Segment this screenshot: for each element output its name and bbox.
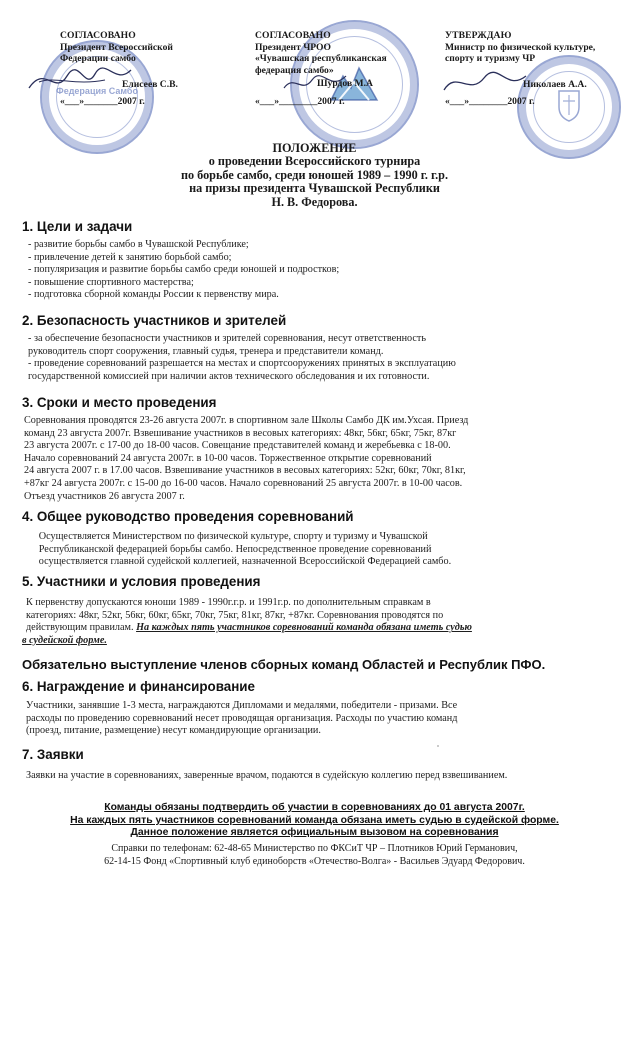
contact-info [0, 843, 629, 868]
text-line: - повышение спортивного мастерства; [28, 276, 194, 288]
contact-line: Справки по телефонам: 62-48-65 Министерство по ФКСиТ ЧР – Плотников Юрий Германович, [111, 843, 518, 854]
contact-line: 62-14-15 Фонд «Спортивный клуб единоборств «Отечество-Волга» - Васильев Эдуард Федорович. [104, 855, 525, 867]
text-line: Заявки на участие в соревнованиях, заверенные врачом, подаются в судейскую коллегию перед взвешиванием. [26, 770, 508, 781]
text-line: категориях: 48кг, 52кг, 56кг, 60кг, 65кг, 70кг, 75кг, 81кг, 87кг, +87кг. Соревнования проводятся по [26, 609, 444, 621]
judge-requirement-emphasis: На каждых пять участников соревнований команда обязана иметь судью [136, 622, 472, 634]
section-heading-applications: 7. Заявки [22, 747, 84, 762]
approval-organization: «Чувашская республиканская [255, 53, 387, 64]
text-line: Осуществляется Министерством по физической культуре, спорту и туризму и Чувашской [26, 531, 428, 542]
approval-block-federation [60, 30, 240, 108]
document-title [0, 142, 629, 209]
approval-date: «___»________2007 г. [445, 96, 535, 107]
section-body-goals [28, 239, 618, 302]
text-fragment: действующим правилам. [26, 622, 134, 634]
text-line: - развитие борьбы самбо в Чувашской Республике; [28, 239, 249, 250]
approval-header [0, 30, 629, 126]
text-line: руководитель спорт сооружения, главный судья, тренера и представители команд. [28, 345, 384, 357]
notice-line: Данное положение является официальным вызовом на соревнования [130, 827, 499, 839]
stamp-text: Федерация Самбо [56, 86, 138, 96]
approval-position: Президент Всероссийской [60, 41, 173, 53]
text-line: команд 23 августа 2007г. Взвешивание участников в весовых категориях: 48кг, 56кг, 65кг, 75кг, 87кг [24, 427, 457, 439]
bottom-notices [0, 802, 629, 840]
section-heading-goals: 1. Цели и задачи [22, 219, 133, 234]
approval-organization: спорту и туризму ЧР [445, 53, 536, 64]
approval-signature-name: Елисеев С.В. [122, 78, 178, 90]
text-line: - привлечение детей к занятию борьбой самбо; [28, 251, 232, 263]
text-line: 23 августа 2007г. с 17-00 до 18-00 часов. Совещание представителей команд и жеребьевка с 18-00. [24, 440, 451, 452]
approval-signature-name: Николаев А.А. [523, 78, 587, 90]
approval-block-chroo [255, 30, 435, 107]
section-body-applications [26, 770, 616, 783]
mandatory-participation-line: Обязательно выступление членов сборных команд Областей и Республик ПФО. [22, 657, 546, 672]
text-line: К первенству допускаются юноши 1989 - 1990г.г.р. и 1991г.р. по дополнительным справкам в [26, 597, 431, 608]
approval-organization: Федерации самбо [60, 53, 136, 64]
text-line [26, 622, 616, 635]
text-line: государственной комиссией при наличии актов технического обследования и их готовности. [28, 370, 430, 382]
text-line: Участники, занявшие 1-3 места, награждаются Дипломами и медалями, победители - призами. Все [26, 700, 458, 711]
section-heading-management: 4. Общее руководство проведения соревнований [22, 509, 354, 524]
section-body-awards [26, 700, 616, 738]
title-line: Н. В. Федорова. [271, 194, 358, 209]
approval-position: Министр по физической культуре, [445, 41, 596, 53]
text-line: - подготовка сборной команды России к первенству мира. [28, 289, 279, 301]
text-line: Соревнования проводятся 23-26 августа 2007г. в спортивном зале Школы Самбо ДК им.Ухсая. Приезд [24, 415, 469, 426]
text-line: - популяризация и развитие борьбы самбо среди юношей и подростков; [28, 264, 340, 276]
text-line: (проезд, питание, размещение) несут командирующие организации. [26, 725, 321, 737]
title-line: ПОЛОЖЕНИЕ [272, 141, 357, 155]
section-heading-awards: 6. Награждение и финансирование [22, 679, 255, 694]
title-line: на призы президента Чувашской Республики [189, 181, 440, 196]
text-line: - за обеспечение безопасности участников и зрителей соревнования, несут ответственность [28, 333, 427, 344]
text-line: Отъезд участников 26 августа 2007 г. [24, 490, 185, 502]
notice-line: Команды обязаны подтвердить об участии в соревнованиях до 01 августа 2007г. [104, 802, 525, 813]
text-line: Республиканской федерацией борьбы самбо. Непосредственное проведение соревнований [26, 543, 432, 555]
section-body-management [26, 531, 616, 569]
section-body-participants [22, 597, 616, 647]
judge-requirement-emphasis: в судейской форме. [22, 634, 107, 646]
approval-signature-name: Шурдов М.А [317, 78, 373, 89]
approval-heading: СОГЛАСОВАНО [255, 30, 331, 41]
notice-line: На каждых пять участников соревнований команда обязана иметь судью в судейской форме. [70, 814, 559, 826]
section-body-safety [28, 333, 618, 383]
section-heading-participants: 5. Участники и условия проведения [22, 574, 261, 589]
text-line: 24 августа 2007 г. в 17.00 часов. Взвешивание участников в весовых категориях: 52кг, 60кг, 70кг, 81кг, [24, 465, 466, 477]
section-heading-safety: 2. Безопасность участников и зрителей [22, 313, 287, 328]
approval-heading: СОГЛАСОВАНО [60, 30, 136, 41]
approval-heading: УТВЕРЖДАЮ [445, 30, 512, 41]
text-line: осуществляется главной судейской коллегией, назначенной Всероссийской Федерацией самбо. [26, 556, 452, 568]
section-body-dates [24, 415, 614, 503]
text-line: - проведение соревнований разрешается на местах и спортсооружениях принятых в эксплуатацию [28, 358, 456, 370]
text-line: расходы по проведению соревнований несет проводящая организация. Расходы по участию команд [26, 712, 458, 724]
approval-block-ministry [445, 30, 625, 108]
approval-organization-cont: федерация самбо» [255, 64, 334, 76]
approval-date: «___»________2007 г. [255, 95, 345, 107]
approval-position: Президент ЧРОО [255, 41, 331, 53]
title-line: по борьбе самбо, среди юношей 1989 – 1990 г. г.р. [180, 167, 448, 182]
approval-date: «___»_______2007 г. [60, 96, 145, 107]
section-heading-dates: 3. Сроки и место проведения [22, 395, 217, 410]
text-line: +87кг 24 августа 2007г. с 15-00 до 16-00 часов. Начало соревнований 25 августа 2007г. в 10-00 часов. [24, 477, 463, 489]
title-line: о проведении Всероссийского турнира [208, 154, 421, 169]
scan-speck [437, 745, 439, 747]
text-line: Начало соревнований 24 августа 2007г. в 10-00 часов. Торжественное открытие соревнований [24, 452, 432, 464]
